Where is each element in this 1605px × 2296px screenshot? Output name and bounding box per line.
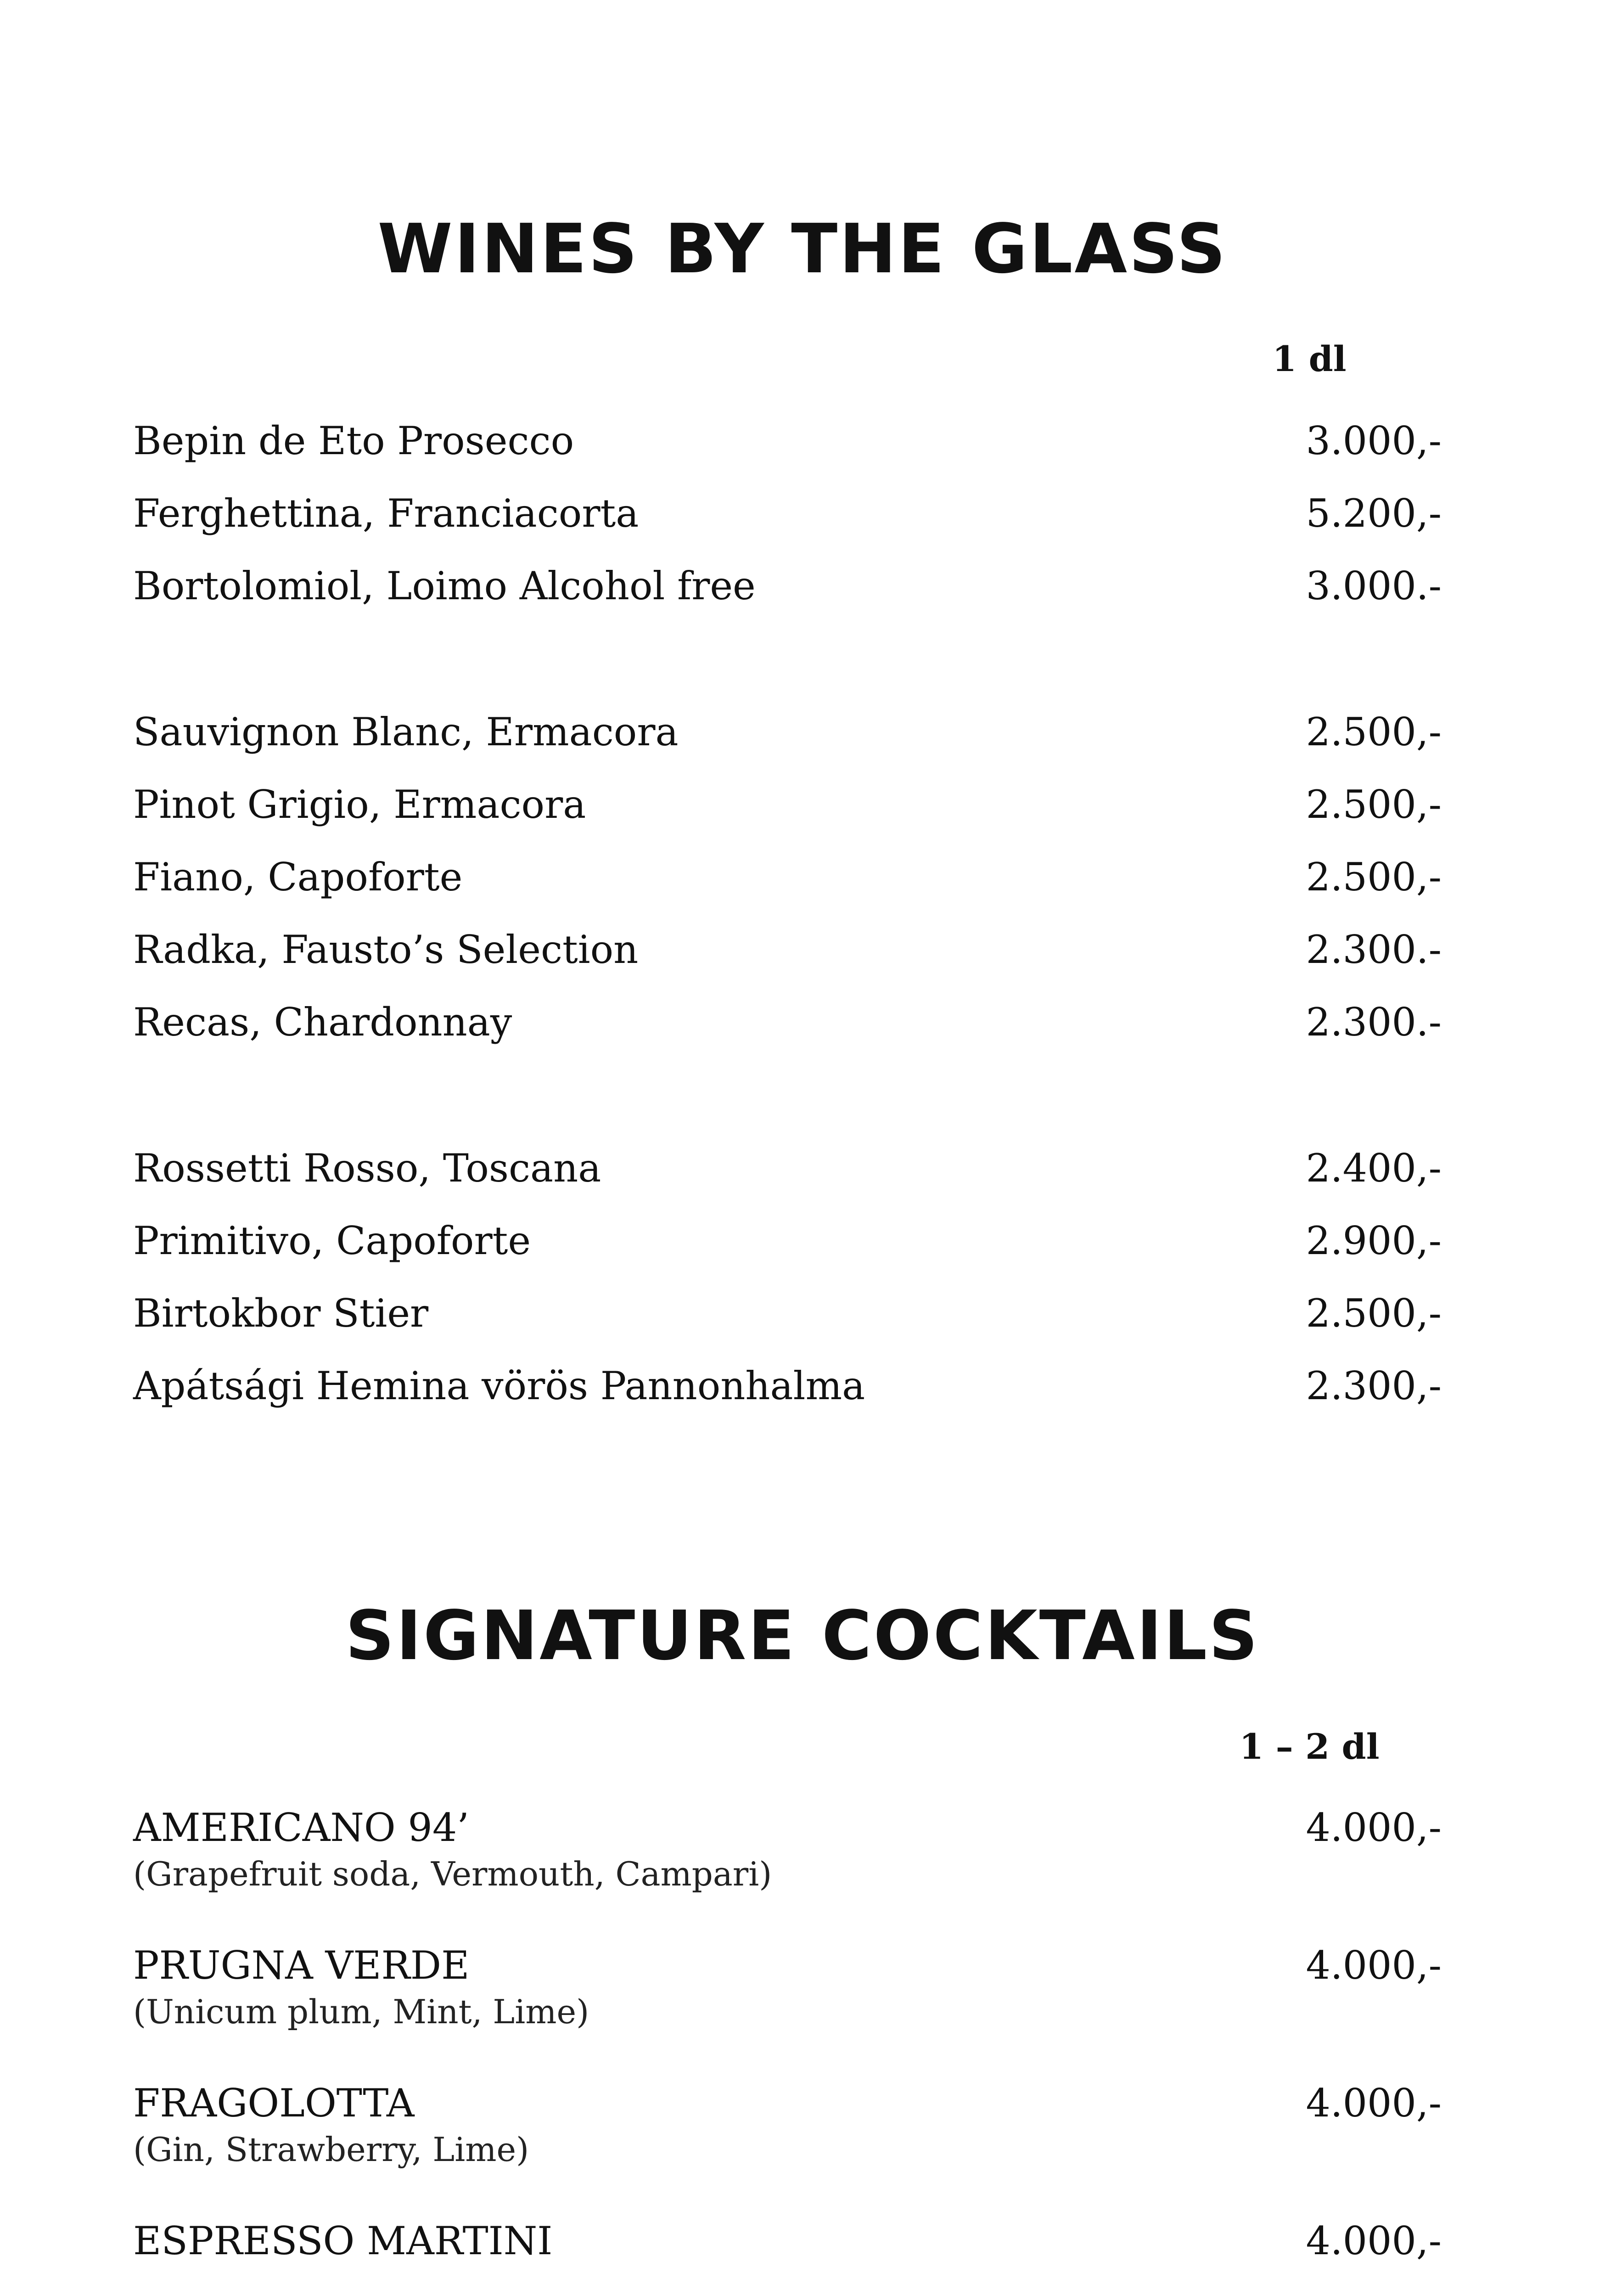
cocktail-ingredients: (Gin, Strawberry, Lime) [133, 2130, 529, 2169]
wine-price: 2.300,- [1306, 1363, 1442, 1408]
cocktail-row [133, 1942, 1442, 1988]
wine-name: Bepin de Eto Prosecco [133, 418, 574, 463]
cocktail-row [133, 2080, 1442, 2126]
cocktail-row [133, 2218, 1442, 2264]
wine-name: Sauvignon Blanc, Ermacora [133, 709, 679, 754]
cocktail-ingredients: (Unicum plum, Mint, Lime) [133, 1992, 589, 2031]
wine-row [133, 854, 1442, 900]
wine-name: Ferghettina, Franciacorta [133, 491, 639, 536]
wine-name: Fiano, Capoforte [133, 855, 463, 900]
wine-price: 2.900,- [1306, 1218, 1442, 1263]
wine-row [133, 782, 1442, 827]
wine-price: 2.300.- [1306, 1000, 1442, 1045]
wine-name: Pinot Grigio, Ermacora [133, 782, 586, 827]
cocktail-price: 4.000,- [1306, 1943, 1442, 1988]
wine-price: 2.500,- [1306, 782, 1442, 827]
cocktail-name: FRAGOLOTTA [133, 2081, 415, 2126]
wine-name: Recas, Chardonnay [133, 1000, 512, 1045]
cocktail-row [133, 1805, 1442, 1851]
wine-price: 3.000,- [1306, 418, 1442, 463]
wine-price: 5.200,- [1306, 491, 1442, 536]
wine-row [133, 1290, 1442, 1336]
wine-row [133, 927, 1442, 973]
cocktails-section-title: SIGNATURE COCKTAILS [345, 1596, 1260, 1675]
wine-name: Rossetti Rosso, Toscana [133, 1146, 601, 1191]
cocktail-price: 4.000,- [1306, 2081, 1442, 2126]
cocktail-price: 4.000,- [1306, 2218, 1442, 2263]
wine-row [133, 1145, 1442, 1191]
wine-row [133, 709, 1442, 755]
cocktail-name: PRUGNA VERDE [133, 1943, 470, 1988]
wine-row [133, 1218, 1442, 1264]
wines-unit-header: 1 dl [1272, 338, 1347, 379]
wine-price: 2.400,- [1306, 1146, 1442, 1191]
wine-name: Radka, Fausto’s Selection [133, 927, 639, 972]
wine-price: 2.500,- [1306, 1291, 1442, 1336]
wine-name: Primitivo, Capoforte [133, 1218, 531, 1263]
cocktail-name: ESPRESSO MARTINI [133, 2218, 553, 2263]
wine-row [133, 490, 1442, 536]
wine-price: 2.500,- [1306, 855, 1442, 900]
wine-name: Birtokbor Stier [133, 1291, 429, 1336]
cocktail-ingredients: (Grapefruit soda, Vermouth, Campari) [133, 1855, 772, 1893]
wine-price: 3.000.- [1306, 563, 1442, 608]
cocktails-unit-header: 1 – 2 dl [1239, 1726, 1380, 1767]
wine-row [133, 999, 1442, 1045]
cocktail-name: AMERICANO 94’ [133, 1805, 470, 1850]
wine-row [133, 418, 1442, 464]
wine-price: 2.500,- [1306, 709, 1442, 754]
wine-row [133, 563, 1442, 609]
wine-name: Bortolomiol, Loimo Alcohol free [133, 563, 756, 608]
wine-row [133, 1363, 1442, 1409]
wine-name: Apátsági Hemina vörös Pannonhalma [133, 1363, 865, 1408]
wines-section-title: WINES BY THE GLASS [377, 209, 1228, 288]
wine-price: 2.300.- [1306, 927, 1442, 972]
cocktail-price: 4.000,- [1306, 1805, 1442, 1850]
